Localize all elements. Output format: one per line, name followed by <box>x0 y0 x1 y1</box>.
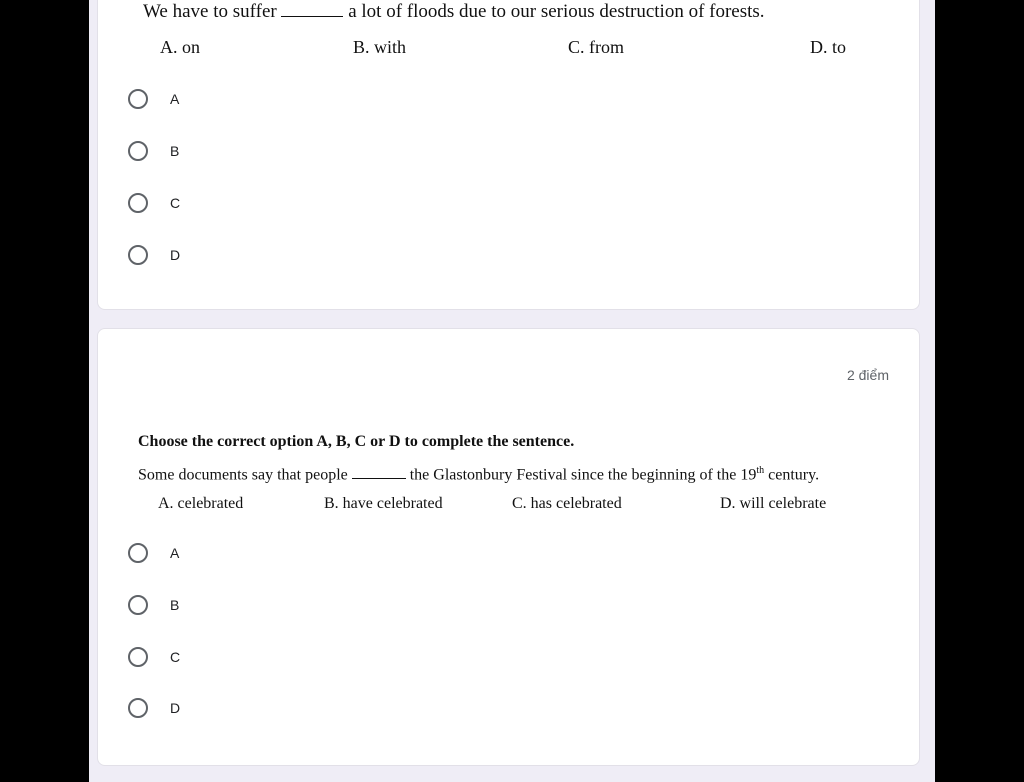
radio-button[interactable] <box>128 647 148 667</box>
choice-c[interactable] <box>128 190 180 216</box>
option-a-text: A. celebrated <box>158 495 244 512</box>
choice-label: C <box>170 195 181 211</box>
radio-button[interactable] <box>128 698 148 718</box>
choice-label: A <box>170 545 180 561</box>
points-label: 2 điểm <box>846 367 889 383</box>
option-b-text: B. with <box>353 37 407 57</box>
radio-button[interactable] <box>128 141 148 161</box>
choice-b[interactable] <box>128 592 179 618</box>
choice-label: A <box>170 91 180 107</box>
option-a-text: A. on <box>160 37 200 57</box>
option-d-text: D. will celebrate <box>720 495 827 512</box>
option-d-text: D. to <box>810 37 846 57</box>
answer-blank <box>281 16 343 17</box>
choice-c[interactable] <box>128 644 180 670</box>
radio-button[interactable] <box>128 543 148 563</box>
radio-button[interactable] <box>128 89 148 109</box>
answer-blank <box>352 478 406 479</box>
radio-button[interactable] <box>128 245 148 265</box>
radio-button[interactable] <box>128 595 148 615</box>
choice-label: D <box>170 247 181 263</box>
choice-label: C <box>170 649 181 665</box>
form-page <box>89 0 935 782</box>
option-c-text: C. has celebrated <box>512 495 622 512</box>
choice-a[interactable] <box>128 86 179 112</box>
choice-label: B <box>170 143 180 159</box>
choice-d[interactable] <box>128 695 180 721</box>
choice-label: B <box>170 597 180 613</box>
question-1-text: We have to suffer a lot of floods due to our serious destruction of forests. <box>143 1 765 22</box>
question-card-2 <box>97 328 920 766</box>
choice-label: D <box>170 700 181 716</box>
option-b-text: B. have celebrated <box>324 495 443 512</box>
choice-b[interactable] <box>128 138 179 164</box>
option-c-text: C. from <box>568 37 624 57</box>
question-card-1 <box>97 0 920 310</box>
choice-d[interactable] <box>128 242 180 268</box>
question-2-text: Some documents say that people the Glastonbury Festival since the beginning of the 19th century. <box>138 465 820 484</box>
choice-a[interactable] <box>128 540 179 566</box>
question-2-instruction: Choose the correct option A, B, C or D to complete the sentence. <box>138 433 575 450</box>
radio-button[interactable] <box>128 193 148 213</box>
